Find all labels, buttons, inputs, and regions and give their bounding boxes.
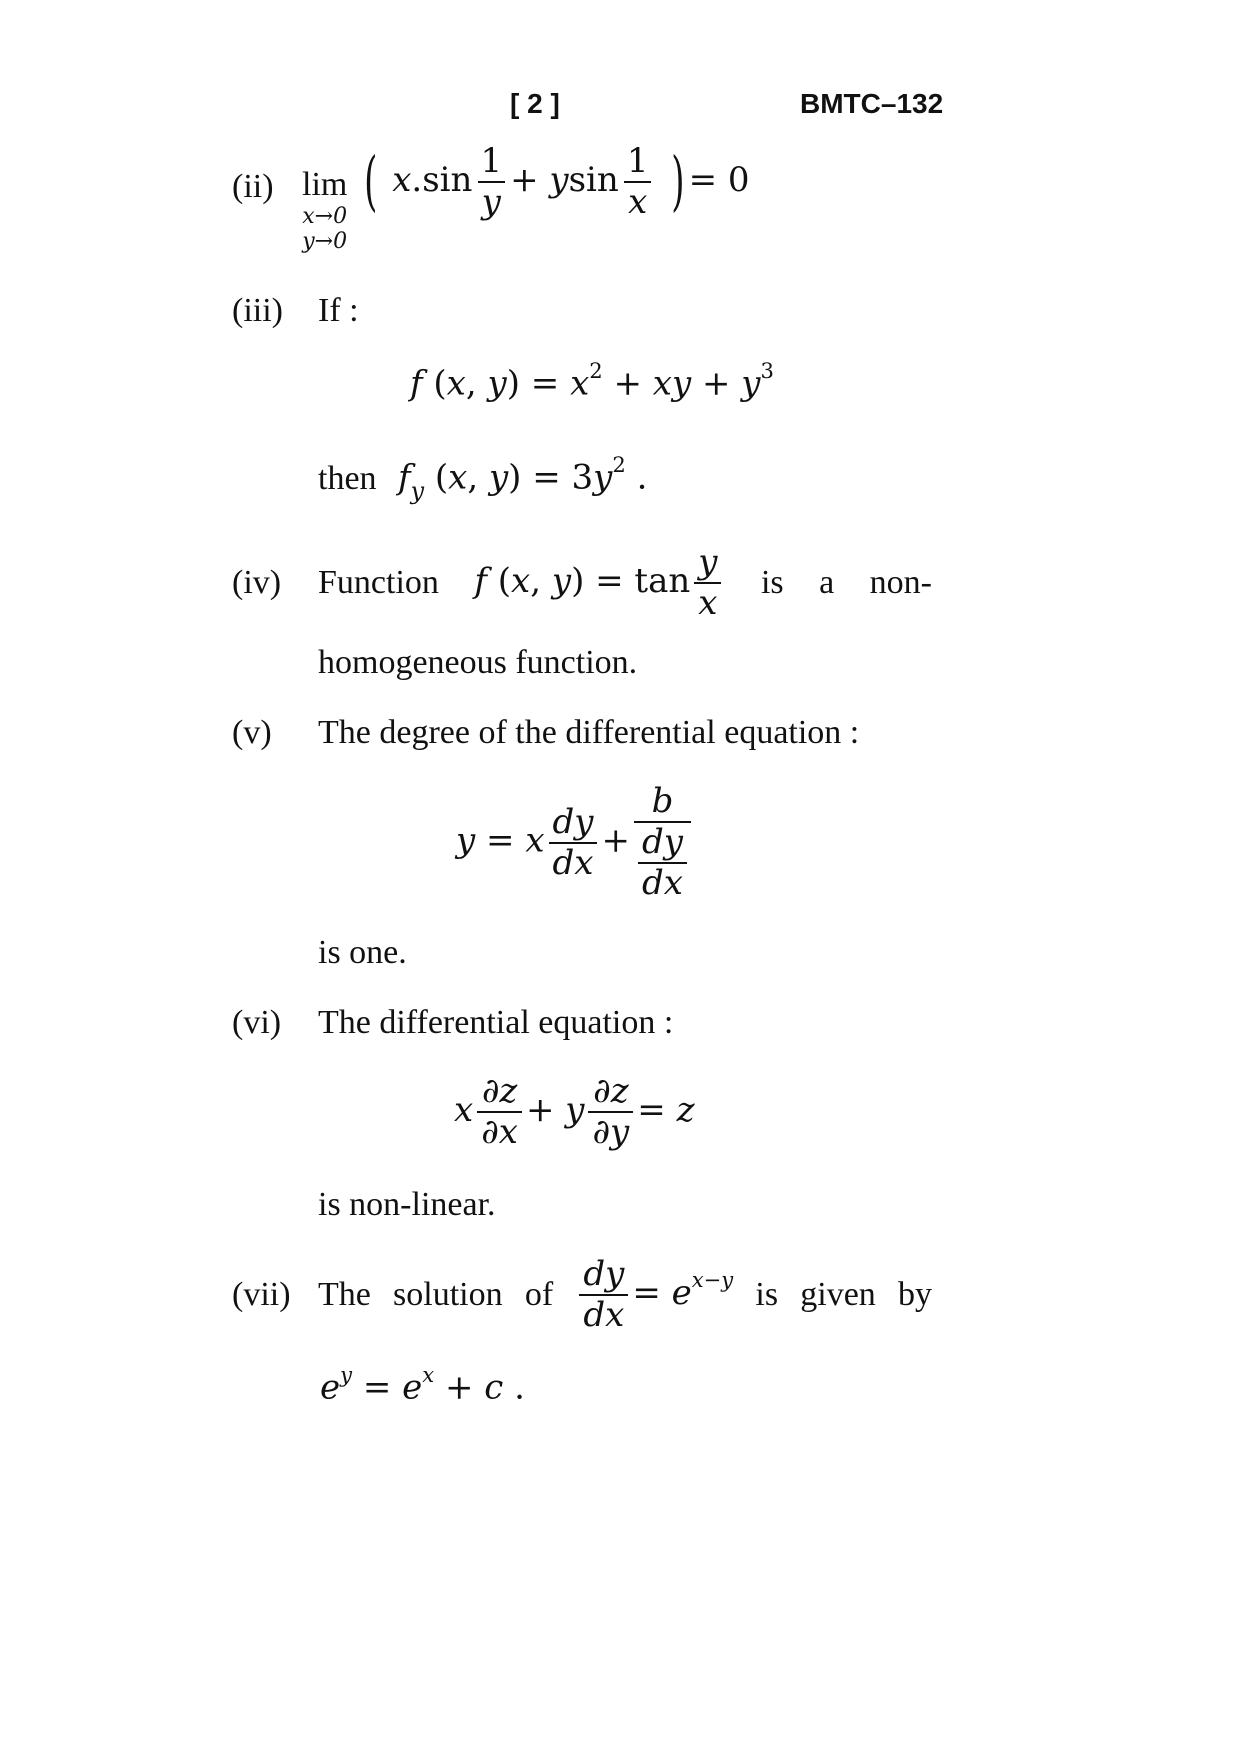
equation-pde: x $\frac{\partial z}{\partial x}$ + y $\frac{\partial z}{\partial y}$ = z [454, 1071, 695, 1153]
equation-solution: $e^y = e^x + c$ . [320, 1361, 525, 1408]
word-is: is [755, 1276, 779, 1313]
word-the: The [318, 1276, 371, 1313]
equation-exp-ode: $\frac{dy}{dx}$ = $e^{x-y}$ [575, 1255, 733, 1335]
item-label-v: (v) [232, 714, 272, 751]
word-of: of [524, 1276, 554, 1313]
item-label-iv: (iv) [232, 564, 282, 601]
item-iii-intro: If : [318, 292, 359, 329]
item-vi-after: is non-linear. [318, 1186, 496, 1223]
item-label-vii: (vii) [232, 1276, 291, 1313]
item-vi-line1: The differential equation : [318, 1004, 674, 1041]
item-label-iii: (iii) [232, 292, 283, 329]
word-by: by [898, 1276, 932, 1313]
equation-tan: f (x, y) = tan $\frac{y}{x}$ [474, 543, 725, 623]
item-label-vi: (vi) [232, 1004, 282, 1041]
equation-f-definition: f (x, $y) = x^2$ + xy + $y^3$ [410, 357, 774, 404]
course-code: BMTC–132 [800, 88, 944, 119]
item-iv-line1 [318, 541, 932, 623]
word-solution: solution [393, 1276, 503, 1313]
item-iv-line2: homogeneous function. [318, 644, 638, 681]
word-given: given [800, 1276, 876, 1313]
page-number: [ 2 ] [510, 88, 560, 119]
item-v-line1: The degree of the differential equation : [318, 714, 860, 751]
item-label-ii: (ii) [232, 168, 274, 205]
equation-partial-fy: $f_y$ (x, $y) = 3y^2$ . [398, 451, 648, 505]
word-is: is [760, 564, 784, 601]
item-v-after: is one. [318, 934, 407, 971]
word-function: Function [318, 564, 439, 601]
word-non: non- [869, 564, 932, 601]
equation-clairaut: y = x $\frac{dy}{dx}$ + $\frac{b}{\frac{dy}{dx}}$ [456, 782, 695, 903]
item-vii-line1 [318, 1253, 932, 1335]
word-a: a [819, 564, 835, 601]
equation-limit: lim x→0 y→0 ( x.sin $\frac{1}{y}$ + ysin $\frac{1}{x}$ ) = 0 [302, 141, 750, 255]
item-iii-then: then [318, 460, 377, 497]
